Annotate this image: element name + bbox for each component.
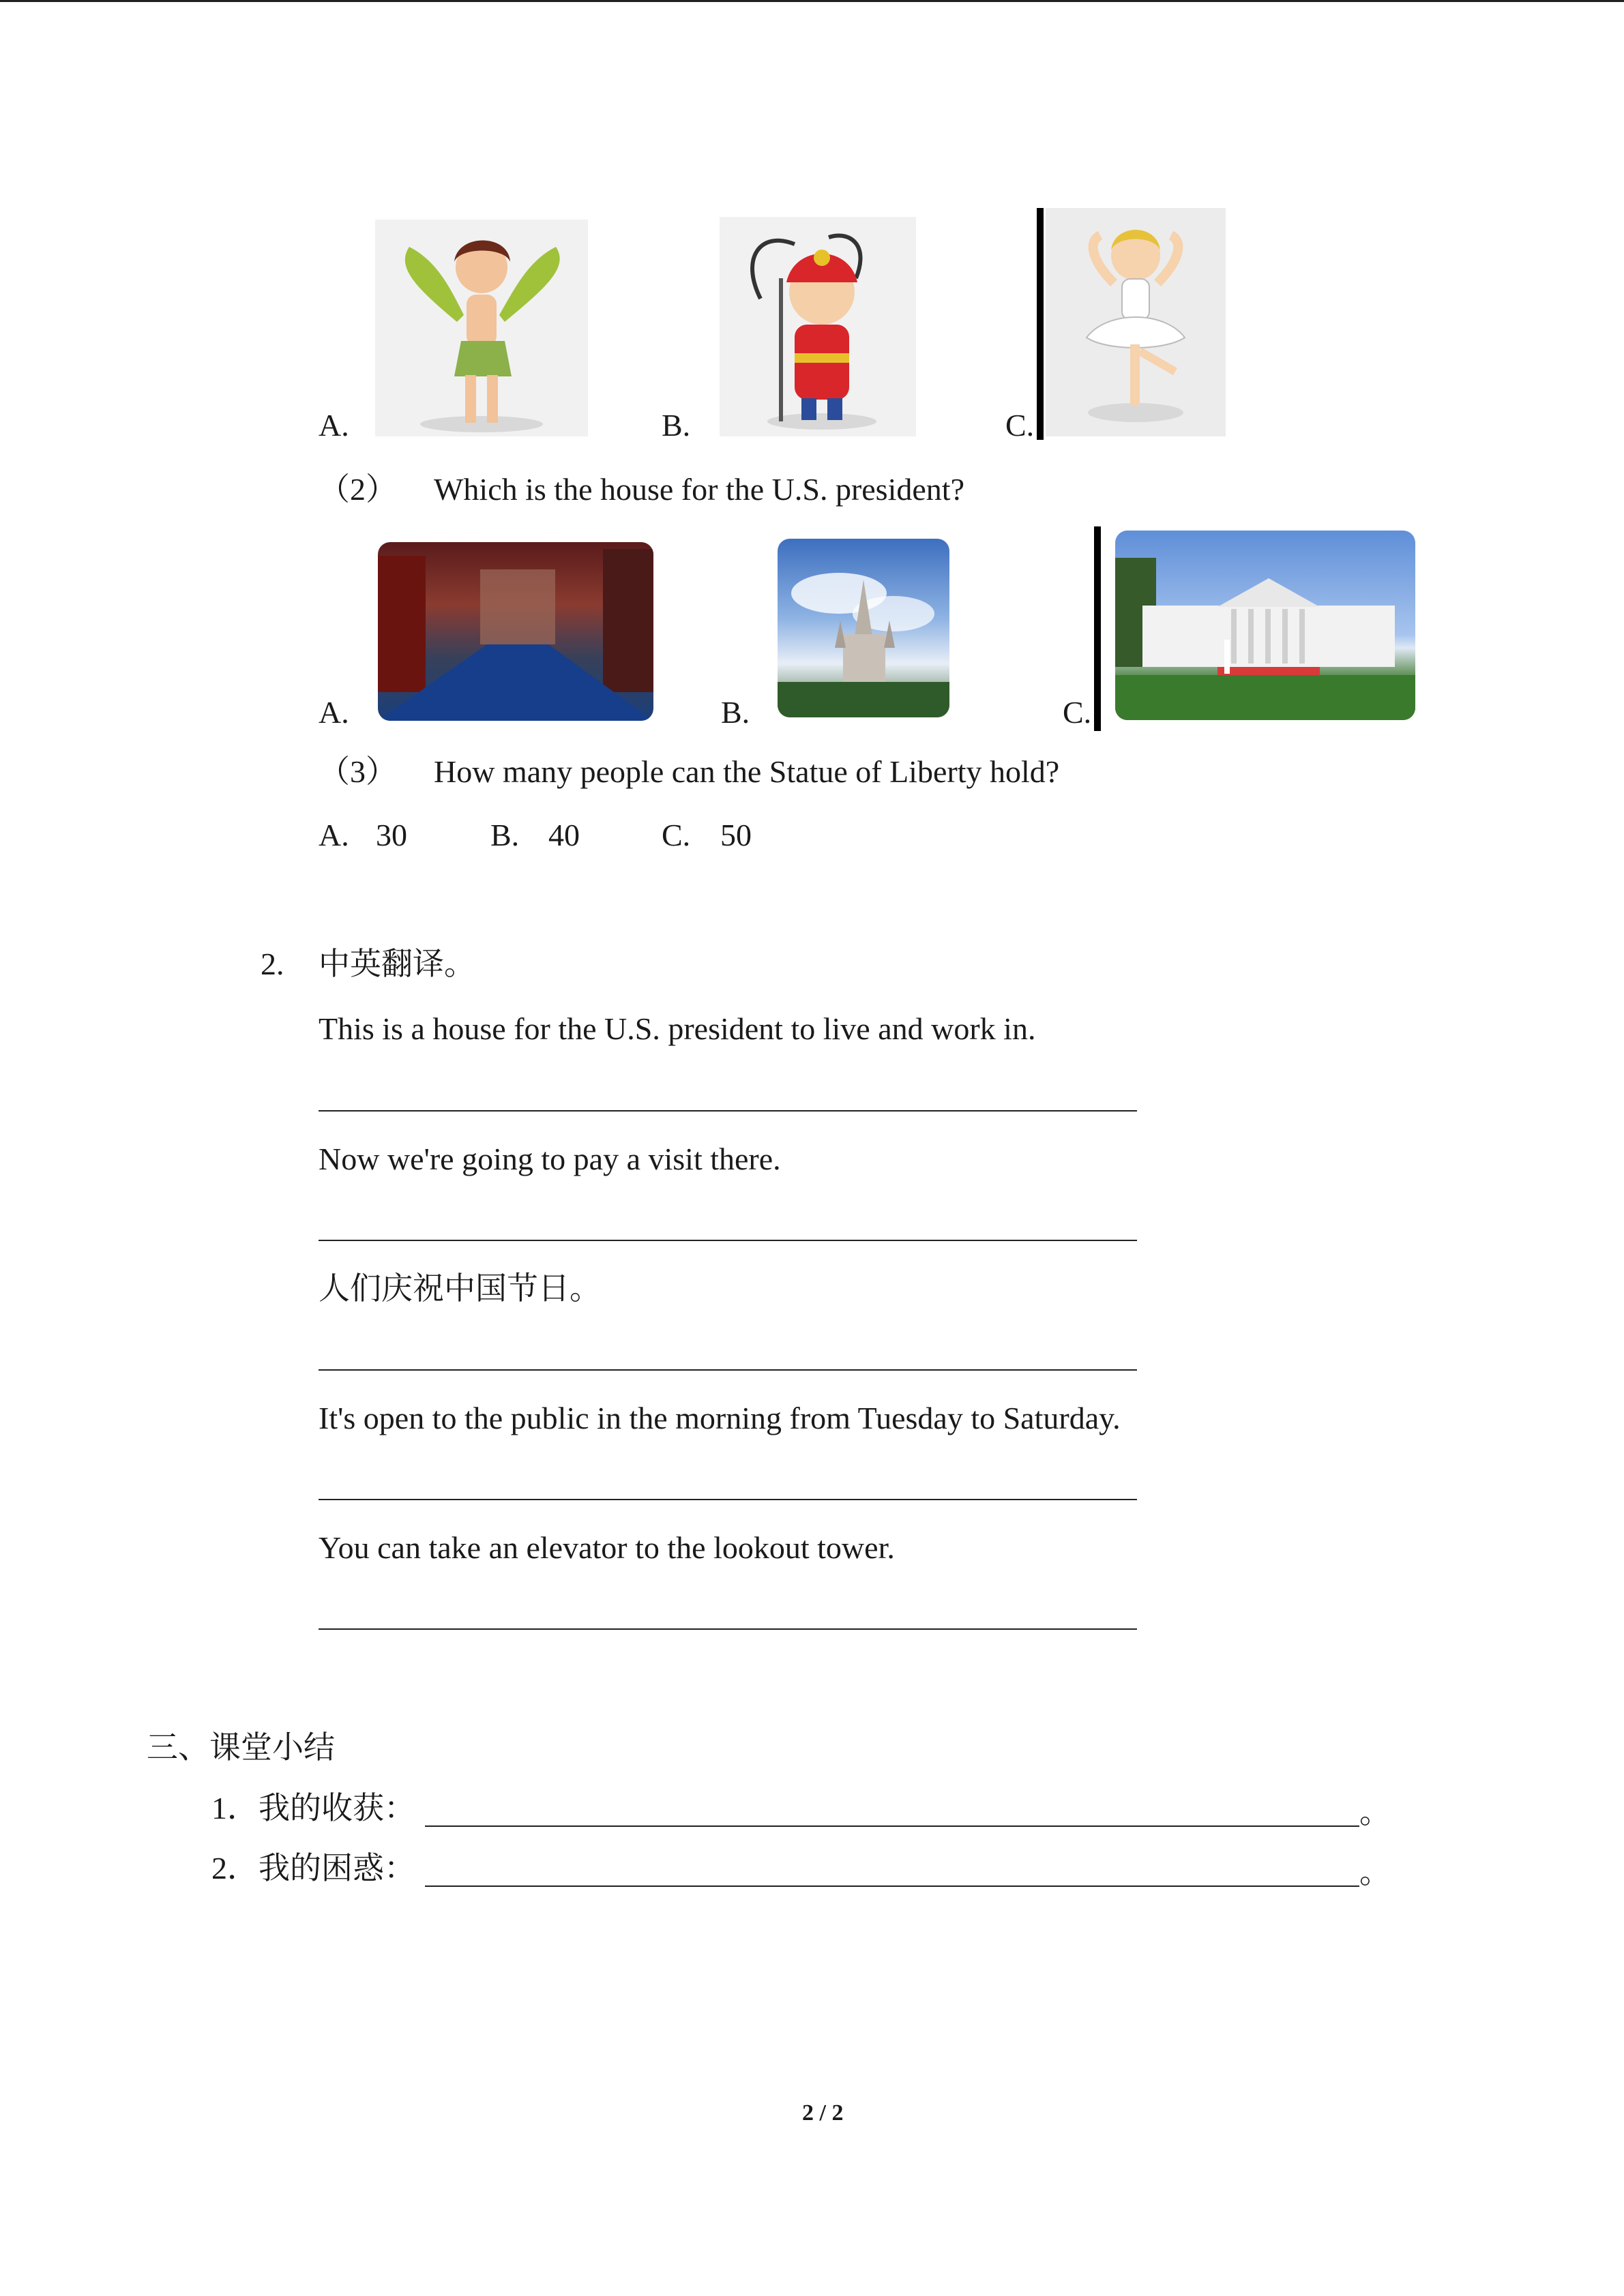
gains-answer-line[interactable] [425,1825,1359,1827]
translation-item: This is a house for the U.S. president to live and work in. [319,1011,1036,1046]
option-b-label[interactable]: B. [490,818,520,852]
option-a-label[interactable]: A. [319,818,349,852]
answer-line[interactable] [319,1499,1137,1500]
answer-line[interactable] [319,1369,1137,1371]
translation-item: It's open to the public in the morning from Tuesday to Saturday. [319,1401,1121,1435]
answer-line[interactable] [319,1240,1137,1241]
question-2-text: Which is the house for the U.S. president? [434,472,964,507]
question-2-number: （2） [319,472,397,507]
ballerina-icon[interactable] [1046,208,1226,436]
opera-warrior-icon[interactable] [720,217,916,436]
option-c-label: C. [1063,695,1092,730]
translation-number: 2. [261,946,284,981]
answer-line[interactable] [319,1110,1137,1112]
option-b-label: B. [662,408,691,443]
summary-heading: 三、课堂小结 [147,1730,335,1765]
option-b-label: B. [721,695,750,730]
option-c-label: C. [1005,408,1035,443]
question-3-number: （3） [319,754,397,789]
summary-end-mark: 。 [1359,1855,1391,1890]
option-c-label[interactable]: C. [662,818,691,852]
option-c-border [1037,208,1044,440]
option-c-value: 50 [720,818,752,852]
answer-line[interactable] [319,1628,1137,1630]
white-house-photo[interactable] [1115,531,1415,720]
city-street-photo[interactable] [378,542,653,721]
hula-dancer-icon[interactable] [375,220,588,436]
translation-item: You can take an elevator to the lookout tower. [319,1530,895,1565]
summary-end-mark: 。 [1359,1795,1391,1830]
option-c-border [1094,526,1101,731]
translation-item: Now we're going to pay a visit there. [319,1142,781,1176]
page-top-border [0,0,1624,2]
option-b-value: 40 [548,818,580,852]
page-number: 2 / 2 [802,2100,844,2126]
translation-item: 人们庆祝中国节日。 [319,1271,601,1306]
summary-label-gains: 1．我的收获： [211,1791,415,1825]
summary-label-confusion: 2．我的困惑： [211,1851,415,1885]
question-3-text: How many people can the Statue of Liberty hold? [434,754,1060,789]
option-a-value: 30 [376,818,407,852]
castle-photo[interactable] [778,539,949,717]
option-a-label: A. [319,695,349,730]
confusion-answer-line[interactable] [425,1885,1359,1887]
translation-heading: 中英翻译。 [319,946,475,981]
option-a-label: A. [319,408,349,443]
